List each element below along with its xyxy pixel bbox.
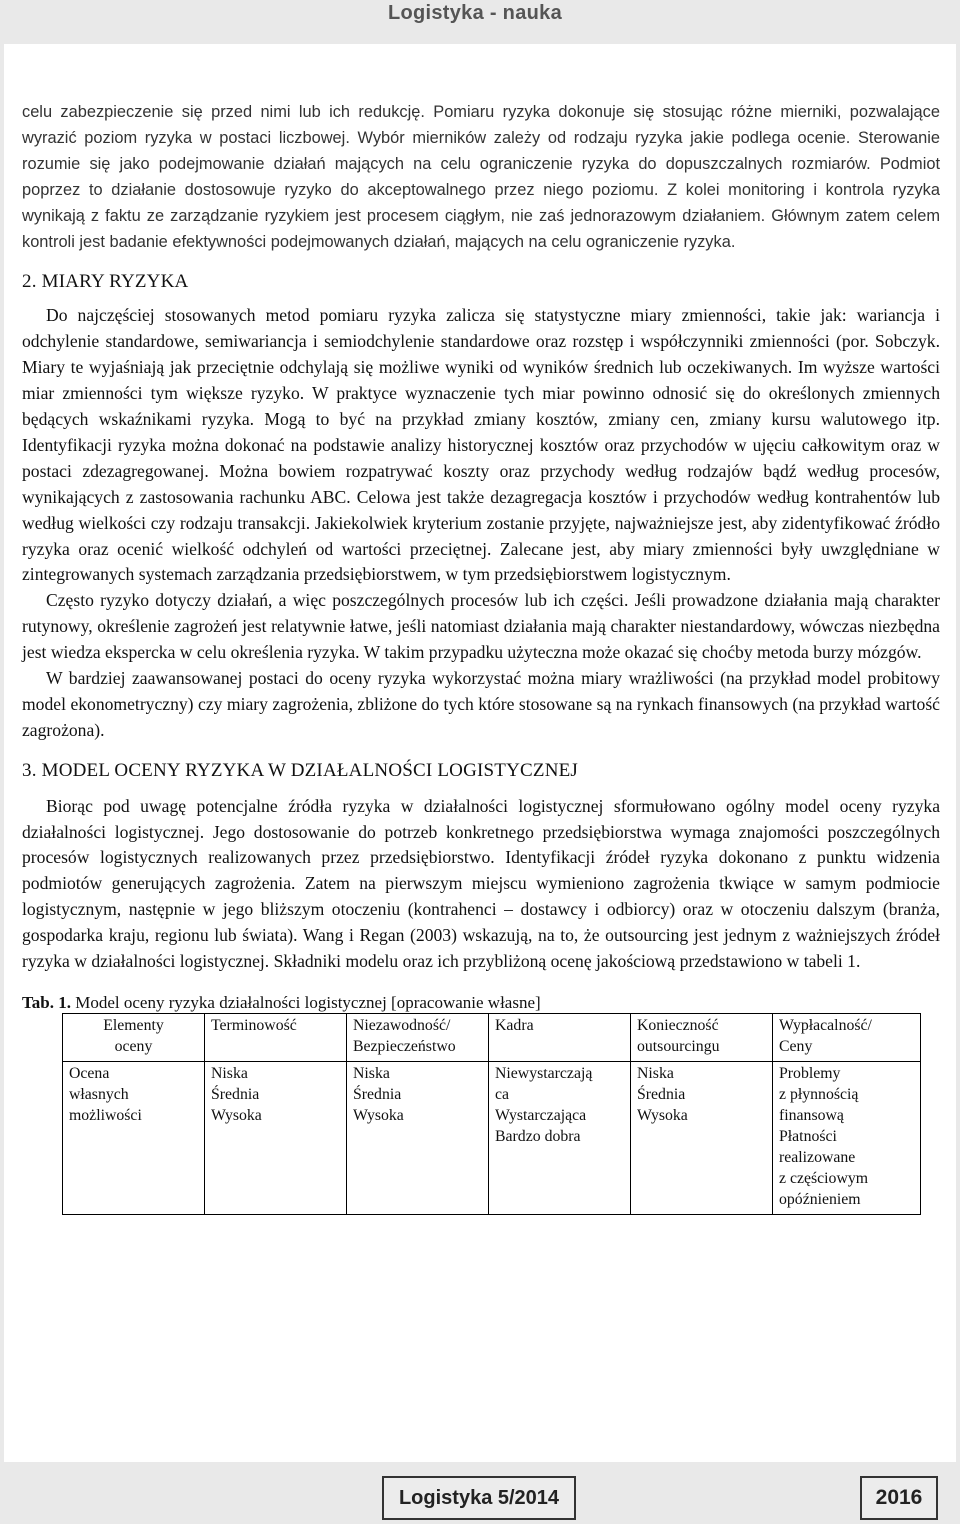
table-caption [22, 993, 940, 1013]
table-cell: Problemy z płynnością finansową Płatności realizowane z częściowym opóźnieniem [773, 1062, 921, 1215]
section-heading-miary-ryzyka: 2. MIARY RYZYKA [22, 271, 189, 293]
section2-paragraph: W bardziej zaawansowanej postaci do oceny ryzyka wykorzystać można miary wrażliwości (na przykład model probitowy model ekonometryczny) czy miary zagrożenia, zbliżone do tych które stosowane są na rynkach finansowych (na przykład wartość zagrożona). [22, 668, 940, 740]
table-caption-label: Tab. 1. [22, 993, 71, 1012]
top-header-bar [0, 0, 960, 36]
page-sheet [4, 44, 956, 1462]
table-header-cell: Kadra [489, 1014, 631, 1062]
footer-journal-issue: Logistyka 5/2014 [382, 1476, 576, 1520]
table-cell: Niska Średnia Wysoka [631, 1062, 773, 1215]
footer-year: 2016 [860, 1476, 938, 1520]
table-row [63, 1062, 921, 1215]
table-header-cell: Konieczność outsourcingu [631, 1014, 773, 1062]
table-header-cell: Niezawodność/ Bezpieczeństwo [347, 1014, 489, 1062]
section2-paragraph: Często ryzyko dotyczy działań, a więc poszczególnych procesów lub ich części. Jeśli prowadzone działania mają charakter rutynowy, określenie zagrożeń jest relatywnie łatwe, jeśli natomiast działania mają charakter niestandardowy, wówczas niezbędna jest wiedza ekspercka w celu określenia ryzyka. W takim przypadku użyteczna może okazać się choćby metoda burzy mózgów. [22, 590, 940, 663]
section-heading-model-oceny: 3. MODEL OCENY RYZYKA W DZIAŁALNOŚCI LOGISTYCZNEJ [22, 759, 579, 781]
table-header-cell: Elementy oceny [63, 1014, 205, 1062]
table-cell: Niska Średnia Wysoka [347, 1062, 489, 1215]
table-header-cell: Terminowość [205, 1014, 347, 1062]
page-content [22, 100, 940, 1215]
section3-paragraph: Biorąc pod uwagę potencjalne źródła ryzyka w działalności logistycznej sformułowano ogólny model oceny ryzyka działalności logistycznej. Jego dostosowanie do potrzeb konkretnego przedsiębiorstwa wymaga znajomości poszczególnych procesów logistycznych realizowanych przez przedsiębiorstwo. Identyfikacji źródeł ryzyka dokonano z punktu widzenia podmiotów generujących zagrożenia. Zatem na pierwszym miejscu wymieniono zagrożenia tkwiące w samym podmiocie logistycznym, następnie w jego bliższym otoczeniu (kontrahenci – dostawcy i odbiorcy) oraz w otoczeniu dalszym (branża, gospodarka kraju, regionu lub świata). Wang i Regan (2003) wskazują, na to, że outsourcing jest jednym z ważniejszych źródeł ryzyka w działalności logistycznej. Składniki modelu oraz ich przybliżoną ocenę jakościową przedstawiono w tabeli 1. [22, 795, 940, 972]
section2-paragraph: Do najczęściej stosowanych metod pomiaru ryzyka zalicza się statystyczne miary zmienności, takie jak: wariancja i odchylenie standardowe, semiwariancja i semiodchylenie standardowe oraz rozstęp i współczynniki zmienności (por. Sobczyk. Miary te wyjaśniają jak przeciętnie odchylają się możliwe wyniki od wyników średnich lub oczekiwanych. Im wyższe wartości miar zmienności tym większe ryzyko. W praktyce wyznaczenie tych miar powinno odnosić się do określonych zmiennych będących wskaźnikami ryzyka. Mogą to być na przykład zmiany kosztów, zmiany cen, zmiany kursu walutowego itp. Identyfikacji ryzyka można dokonać na podstawie analizy historycznej kosztów oraz przychodów w ujęciu całkowitym oraz w postaci zdezagregowanej. Można bowiem rozpatrywać koszty oraz przychody według rodzajów bądź według procesów, wynikających z zastosowania rachunku ABC. Celowa jest także dezagregacja kosztów i przychodów według kontrahentów lub według wielkości czy rodzaju transakcji. Jakiekolwiek kryterium zostanie przyjęte, najważniejsze jest, aby zidentyfikować źródło ryzyka oraz ocenić wielkość odchyleń od wartości przeciętnej. Zalecane jest, aby miary zmienności były uwzględniane w zintegrowanych systemach zarządzania przedsiębiorstwem, w tym przedsiębiorstwem logistycznym. [22, 305, 940, 585]
intro-paragraph: celu zabezpieczenie się przed nimi lub ich redukcję. Pomiaru ryzyka dokonuje się stosując różne mierniki, pozwalające wyrazić poziom ryzyka w postaci liczbowej. Wybór mierników zależy od rodzaju ryzyka jakie podlega ocenie. Sterowanie rozumie się jako podejmowanie działań mających na celu ograniczenie ryzyka do dopuszczalnych rozmiarów. Podmiot poprzez to działanie dostosowuje ryzyko do akceptowalnego przez niego poziomu. Z kolei monitoring i kontrola ryzyka wynikają z faktu ze zarządzanie ryzykiem jest procesem ciągłym, nie zaś jednorazowym działaniem. Głównym zatem celem kontroli jest badanie efektywności podejmowanych działań, mających na celu ograniczenie ryzyka. [22, 103, 940, 251]
table-caption-text: Model oceny ryzyka działalności logistycznej [opracowanie własne] [70, 993, 541, 1012]
journal-title: Logistyka - nauka [387, 2, 562, 24]
table-cell: Niska Średnia Wysoka [205, 1062, 347, 1215]
table-cell: Niewystarczają ca Wystarczająca Bardzo dobra [489, 1062, 631, 1215]
table-header-cell: Wypłacalność/ Ceny [773, 1014, 921, 1062]
table-cell: Ocena własnych możliwości [63, 1062, 205, 1215]
risk-model-table [62, 1013, 921, 1215]
table-header-row [63, 1014, 921, 1062]
